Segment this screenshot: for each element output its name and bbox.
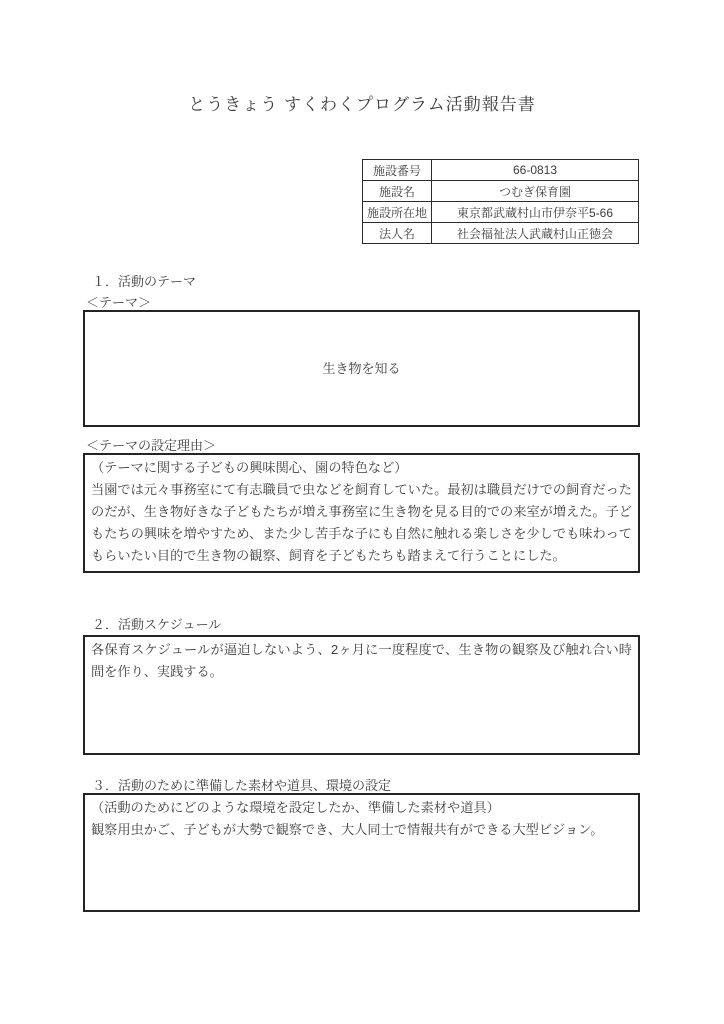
facility-info-table	[362, 159, 639, 244]
theme-reason-text: 当園では元々事務室にて有志職員で虫などを飼育していた。最初は職員だけでの飼育だったのだが、生き物好きな子どもたちが増え事務室に生き物を見る目的での来室が増えた。子どもたちの興味を増やすため、また少し苦手な子にも自然に触れる楽しさを少しでも味わってもらいたい目的で生き物の観察、飼育を子どもたちも踏まえて行うことにした。	[91, 482, 632, 563]
table-row	[363, 160, 639, 181]
facility-name-value: つむぎ保育園	[432, 181, 639, 202]
theme-box	[83, 310, 640, 427]
facility-name-label: 施設名	[363, 181, 432, 202]
section3-heading: ３．活動のために準備した素材や道具、環境の設定	[92, 778, 392, 793]
materials-box	[83, 793, 640, 912]
theme-reason-box	[83, 453, 640, 573]
facility-number-label: 施設番号	[363, 160, 432, 181]
facility-address-label: 施設所在地	[363, 202, 432, 223]
document-title: とうきょう すくわくプログラム活動報告書	[188, 95, 536, 114]
table-row	[363, 181, 639, 202]
theme-reason-hint: （テーマに関する子どもの興味関心、園の特色など）	[91, 460, 408, 475]
materials-hint: （活動のためにどのような環境を設定したか、準備した素材や道具）	[91, 800, 500, 815]
section1-heading: １．活動のテーマ	[92, 274, 197, 289]
materials-text: 観察用虫かご、子どもが大勢で観察でき、大人同士で情報共有ができる大型ビジョン。	[91, 822, 604, 837]
table-row	[363, 202, 639, 223]
section2-heading: ２．活動スケジュール	[92, 617, 222, 632]
corporation-name-label: 法人名	[363, 223, 432, 244]
theme-value: 生き物を知る	[322, 360, 401, 376]
facility-number-value: 66-0813	[432, 160, 639, 181]
facility-address-value: 東京都武蔵村山市伊奈平5-66	[432, 202, 639, 223]
theme-label: ＜テーマ＞	[86, 295, 152, 310]
corporation-name-value: 社会福祉法人武蔵村山正徳会	[432, 223, 639, 244]
schedule-box	[83, 635, 640, 755]
schedule-text: 各保育スケジュールが逼迫しないよう、2ヶ月に一度程度で、生き物の観察及び触れ合い時間を作り、実践する。	[91, 642, 632, 679]
table-row	[363, 223, 639, 244]
theme-reason-label: ＜テーマの設定理由＞	[86, 438, 217, 453]
